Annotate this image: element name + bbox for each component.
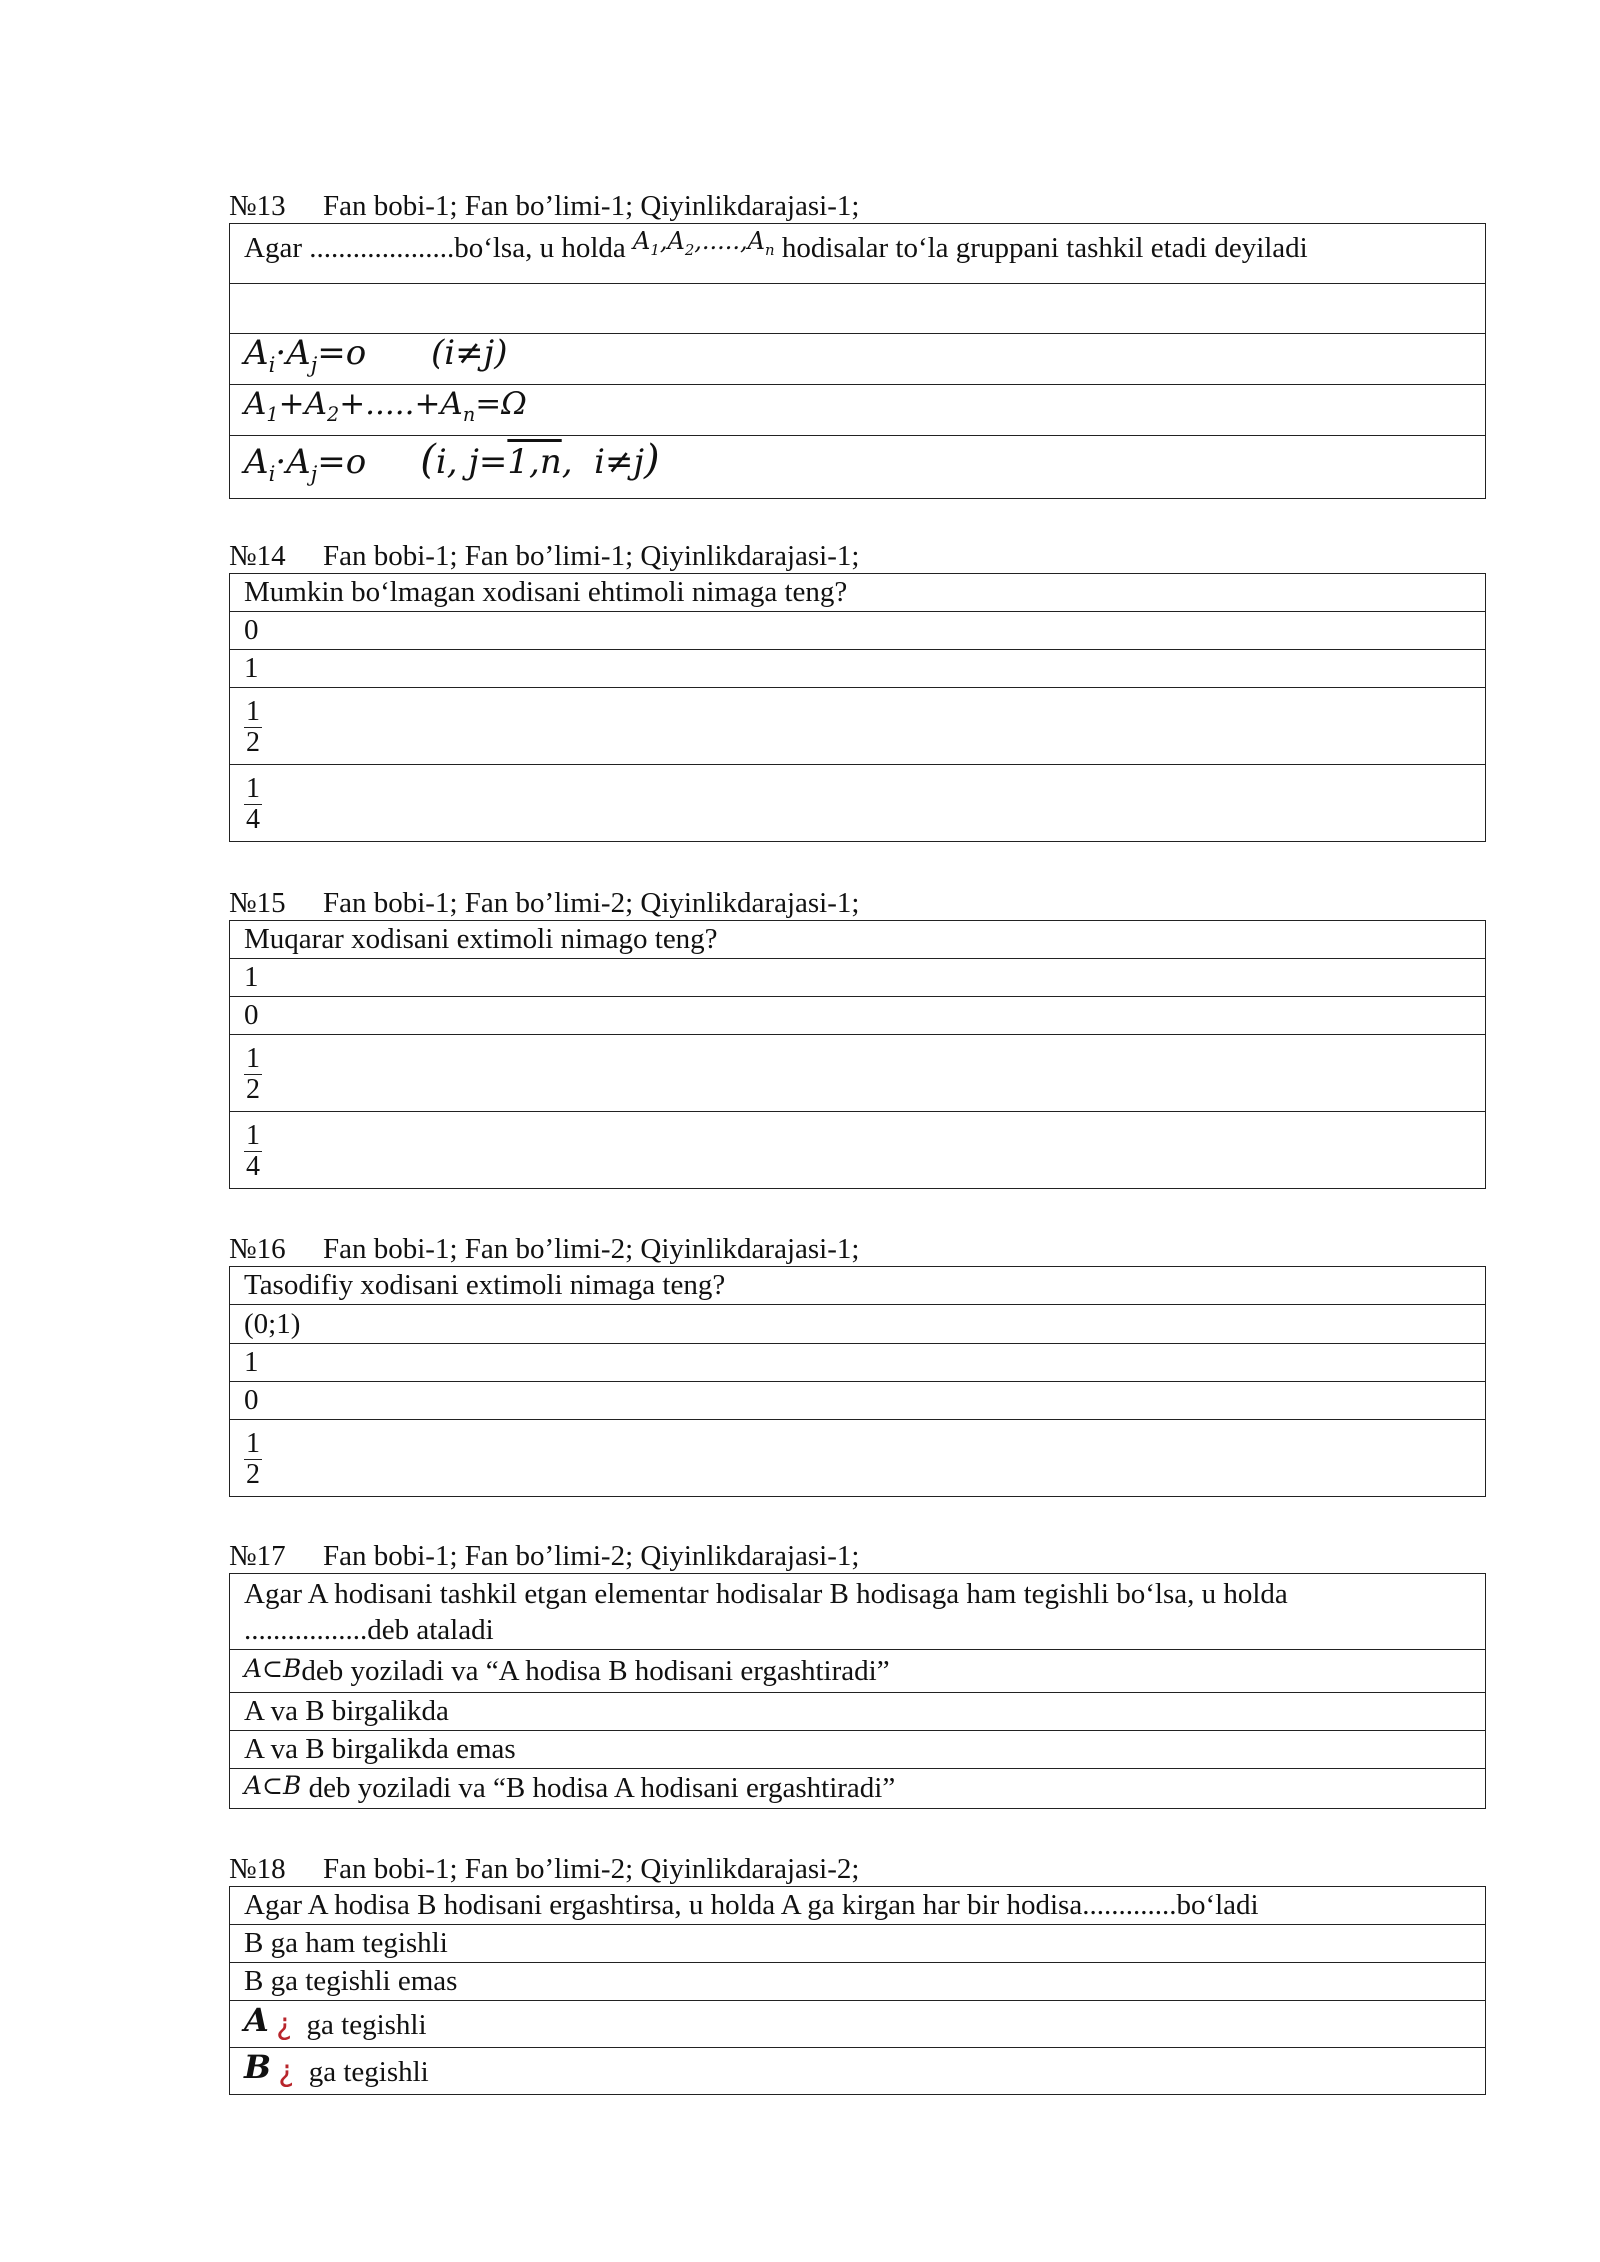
question-text: Mumkin bo‘lmagan xodisani ehtimoli nimaga teng? [230,574,1486,612]
question-header [229,886,1486,920]
invalid-glyph: ¿ [278,2053,295,2089]
option-row[interactable] [230,1731,1486,1769]
option-row[interactable] [230,1925,1486,1963]
question-table [229,1573,1486,1809]
option-d[interactable]: B ¿ ga tegishli [230,2048,1486,2095]
question-13 [229,189,1486,499]
question-meta: Fan bobi-1; Fan bo’limi-2; Qiyinlikdarajasi-1; [323,887,860,919]
question-header [229,539,1486,573]
fraction: $\frac{1}{2}$ [246,1427,260,1490]
question-row [230,224,1486,284]
option-row[interactable] [230,2048,1486,2095]
option-formula[interactable]: $A_1+A_2+.....+A_n=\Omega$ [230,385,1486,436]
option-formula[interactable]: $A_i\cdot A_j=o$ (i, j=1,n, i≠j) [230,436,1486,499]
option-b[interactable]: 1 [230,650,1486,688]
question-table [229,1266,1486,1497]
question-header [229,1232,1486,1266]
option-b[interactable]: A va B birgalikda [230,1693,1486,1731]
question-text: Agar A hodisa B hodisani ergashtirsa, u holda A ga kirgan har bir hodisa.............bo‘ladi [230,1887,1486,1925]
option-a[interactable]: B ga ham tegishli [230,1925,1486,1963]
option-row[interactable] [230,2001,1486,2048]
option-row[interactable] [230,1693,1486,1731]
option-row[interactable] [230,334,1486,385]
option-c[interactable]: 0 [230,1382,1486,1420]
option-row[interactable] [230,1650,1486,1693]
option-row[interactable] [230,765,1486,842]
question-text: Muqarar xodisani extimoli nimago teng? [230,921,1486,959]
question-header [229,1539,1486,1573]
option-d[interactable] [230,765,1486,842]
question-row [230,1267,1486,1305]
question-meta: Fan bobi-1; Fan bo’limi-2; Qiyinlikdarajasi-1; [323,1540,860,1572]
option-row[interactable] [230,997,1486,1035]
question-meta: Fan bobi-1; Fan bo’limi-1; Qiyinlikdarajasi-1; [323,540,860,572]
option-row[interactable] [230,1382,1486,1420]
question-text: Agar ....................bo‘lsa, u holda $^{A_1,A_2,.....,A_n}$ hodisalar to‘la gruppani tashkil etadi deyiladi [230,224,1486,284]
question-row [230,1887,1486,1925]
question-meta: Fan bobi-1; Fan bo’limi-2; Qiyinlikdarajasi-2; [323,1853,860,1885]
question-15 [229,886,1486,1189]
option-d[interactable]: A⊂B deb yoziladi va “B hodisa A hodisani ergashtiradi” [230,1769,1486,1809]
question-row [230,1574,1486,1650]
option-row[interactable] [230,1035,1486,1112]
option-row[interactable] [230,385,1486,436]
event-sequence-formula: A1,A2,.....,An [633,227,775,259]
question-row [230,574,1486,612]
question-table [229,920,1486,1189]
question-table [229,1886,1486,2095]
option-a[interactable]: 0 [230,612,1486,650]
question-18 [229,1852,1486,2095]
option-row[interactable] [230,1420,1486,1497]
question-text: Tasodifiy xodisani extimoli nimaga teng? [230,1267,1486,1305]
option-c[interactable] [230,688,1486,765]
option-row[interactable] [230,436,1486,499]
fraction: $\frac{1}{4}$ [246,1119,260,1182]
option-row[interactable] [230,959,1486,997]
question-number: №14 [229,540,286,572]
option-c[interactable]: A ¿ ga tegishli [230,2001,1486,2048]
option-b[interactable]: 1 [230,1344,1486,1382]
question-meta: Fan bobi-1; Fan bo’limi-2; Qiyinlikdarajasi-1; [323,1233,860,1265]
option-d[interactable] [230,1420,1486,1497]
fraction: $\frac{1}{2}$ [246,1042,260,1105]
question-17 [229,1539,1486,1809]
option-b[interactable]: B ga tegishli emas [230,1963,1486,2001]
question-header [229,1852,1486,1886]
fraction: $\frac{1}{4}$ [246,772,260,835]
option-row[interactable] [230,612,1486,650]
question-16 [229,1232,1486,1497]
option-a[interactable]: 1 [230,959,1486,997]
question-header [229,189,1486,223]
question-text: Agar A hodisani tashkil etgan elementar hodisalar B hodisaga ham tegishli bo‘lsa, u holda .................deb ataladi [230,1574,1486,1650]
option-d[interactable] [230,1112,1486,1189]
question-number: №13 [229,190,286,222]
question-meta: Fan bobi-1; Fan bo’limi-1; Qiyinlikdarajasi-1; [323,190,860,222]
fraction: $\frac{1}{2}$ [246,695,260,758]
question-14 [229,539,1486,842]
option-a[interactable]: (0;1) [230,1305,1486,1344]
option-row[interactable] [230,1963,1486,2001]
option-row[interactable] [230,650,1486,688]
option-a[interactable]: A⊂Bdeb yoziladi va “A hodisa B hodisani ergashtiradi” [230,1650,1486,1693]
option-c[interactable]: A va B birgalikda emas [230,1731,1486,1769]
option-row[interactable] [230,688,1486,765]
question-number: №18 [229,1853,286,1885]
question-number: №15 [229,887,286,919]
question-number: №16 [229,1233,286,1265]
option-b[interactable]: 0 [230,997,1486,1035]
question-row [230,921,1486,959]
option-row[interactable] [230,284,1486,334]
option-c[interactable] [230,1035,1486,1112]
invalid-glyph: ¿ [276,2006,293,2042]
question-table [229,223,1486,499]
option-row[interactable] [230,1305,1486,1344]
option-empty[interactable] [230,284,1486,334]
option-formula[interactable]: $A_i\cdot A_j=o$ (i≠j) [230,334,1486,385]
question-number: №17 [229,1540,286,1572]
question-table [229,573,1486,842]
option-row[interactable] [230,1769,1486,1809]
option-row[interactable] [230,1112,1486,1189]
option-row[interactable] [230,1344,1486,1382]
